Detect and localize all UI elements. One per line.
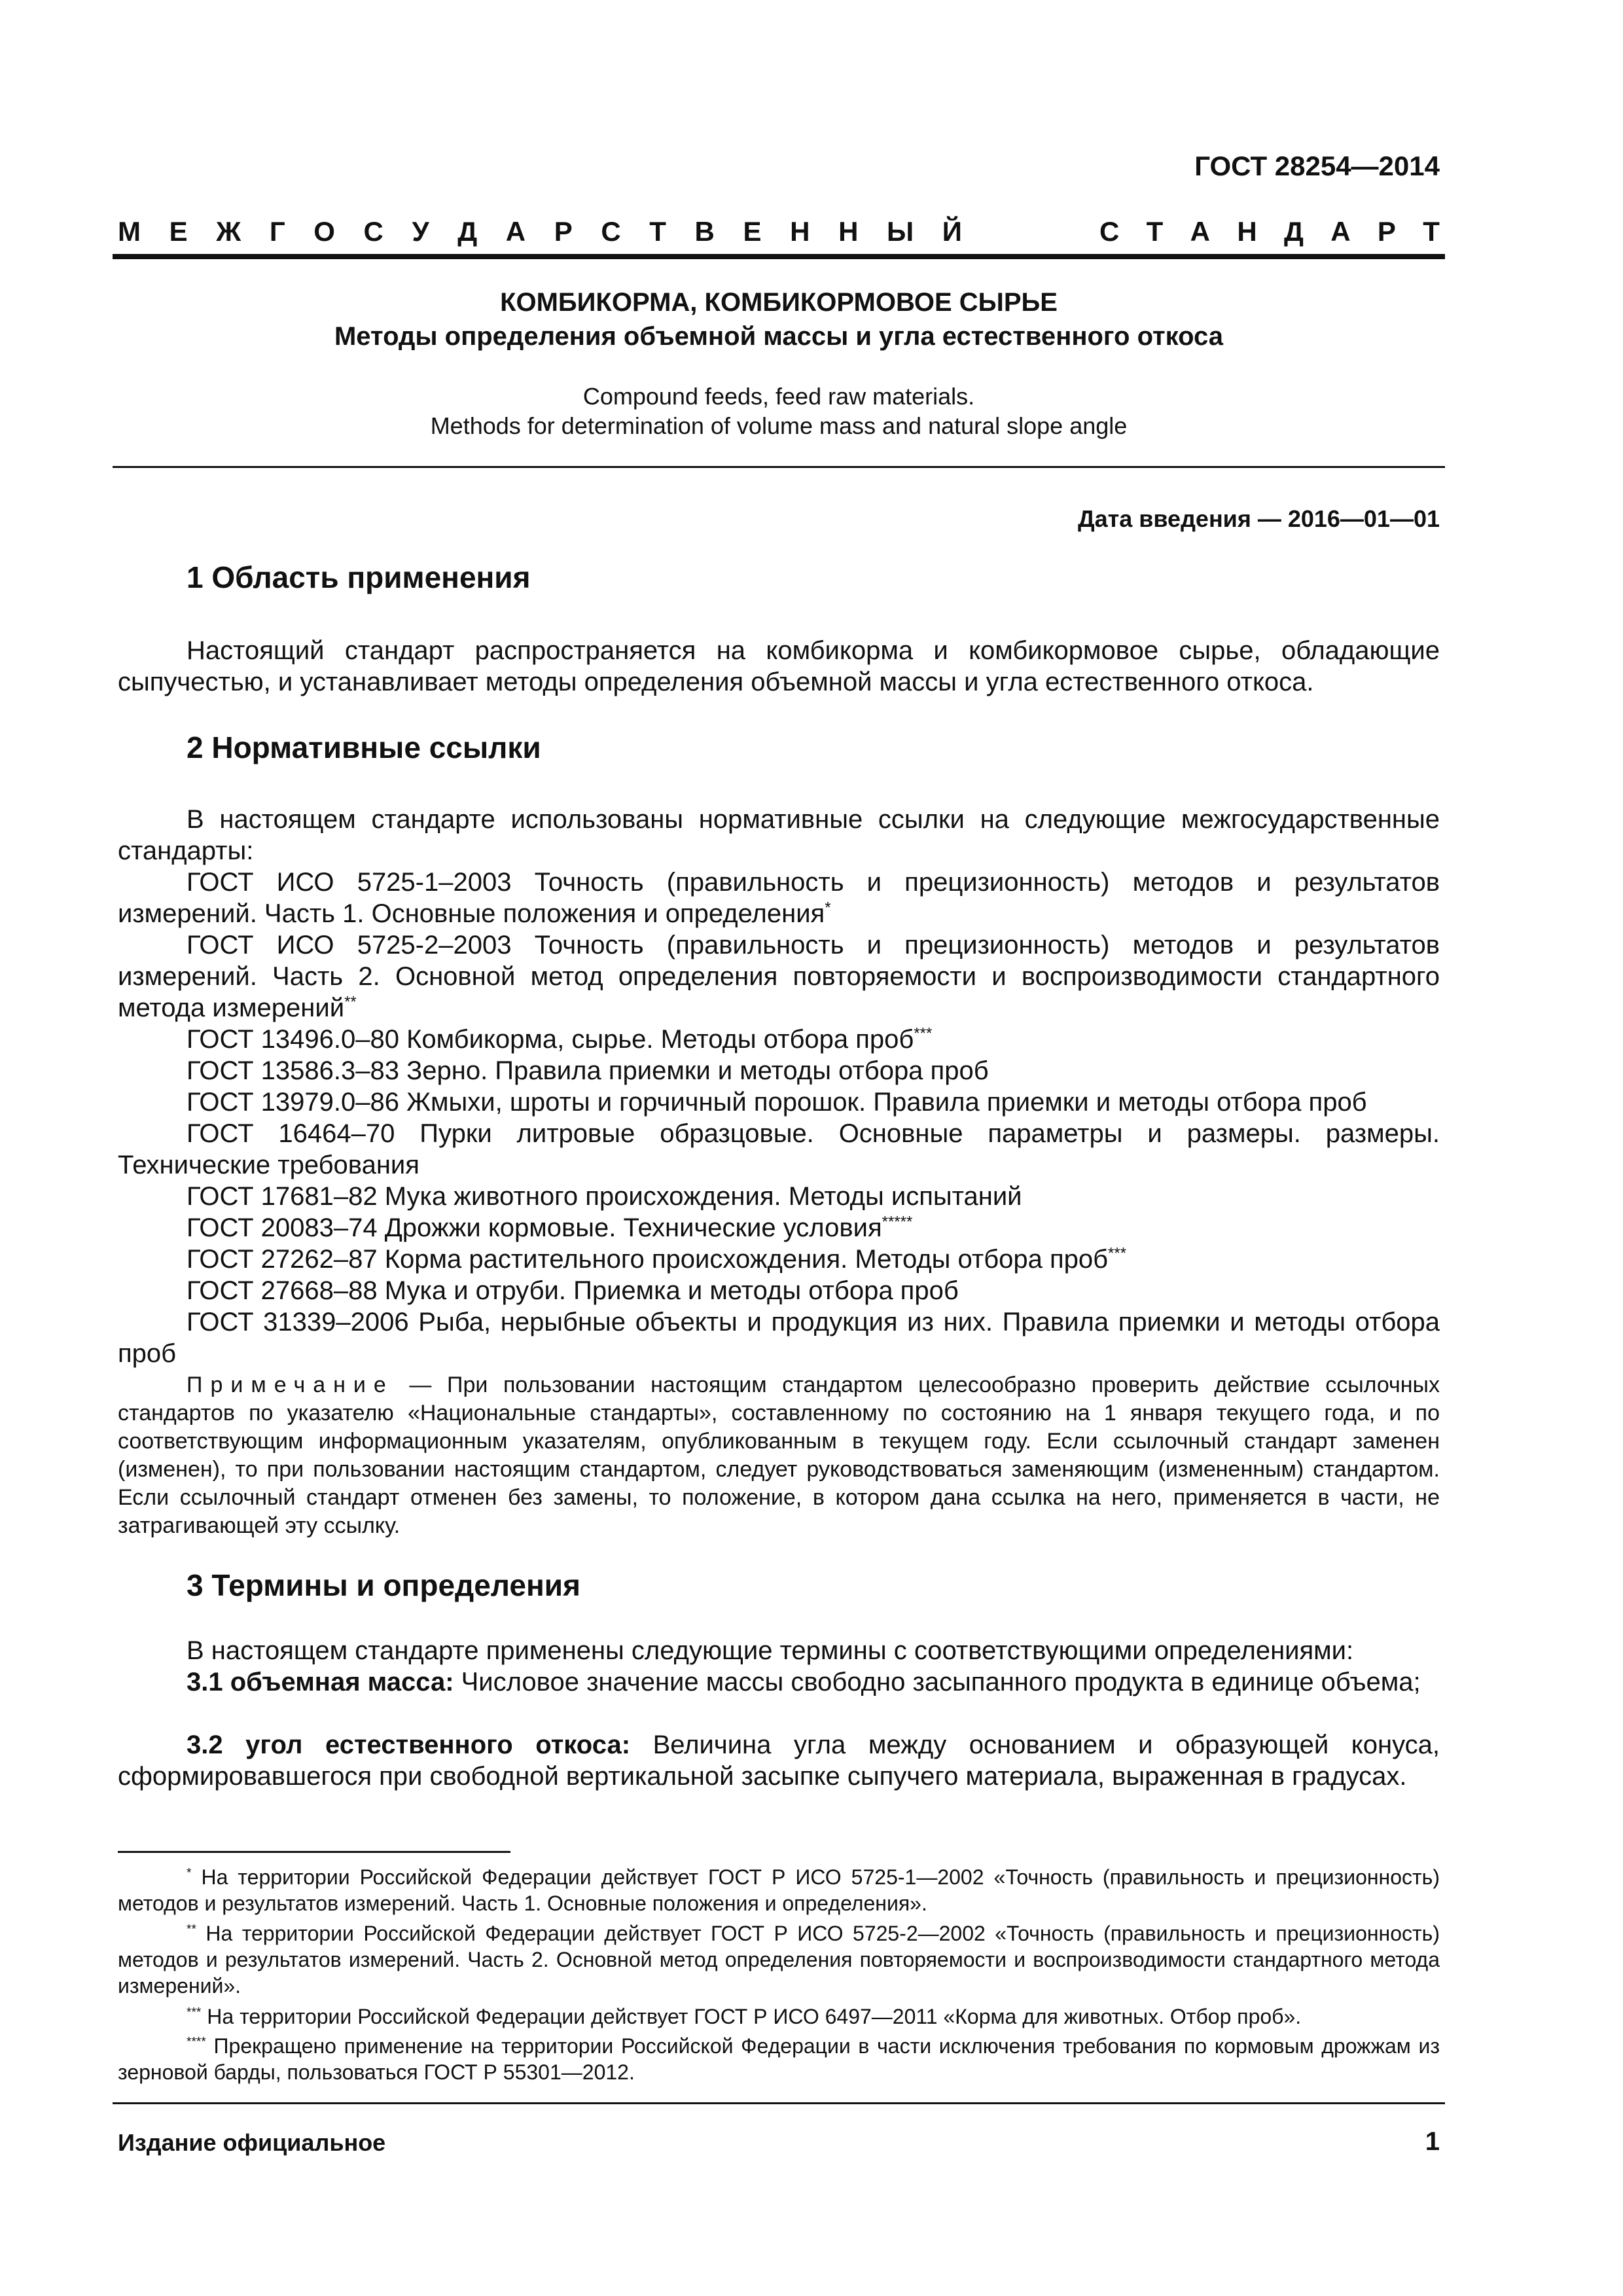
term-definition: 3.1 объемная масса: Числовое значение массы свободно засыпанного продукта в единице объема; xyxy=(187,1668,1421,1696)
interstate-word xyxy=(118,216,962,247)
reference-item: ГОСТ 13496.0–80 Комбикорма, сырье. Методы отбора проб*** xyxy=(187,1024,933,1054)
banner-letter: С xyxy=(601,216,621,247)
footer-rule xyxy=(113,2102,1445,2104)
banner-letter: С xyxy=(363,216,383,247)
footnote-separator xyxy=(118,1851,510,1853)
banner-letter: Е xyxy=(169,216,188,247)
section3-intro: В настоящем стандарте применены следующие термины с соответствующими определениями: xyxy=(187,1636,1354,1665)
footnote: *** На территории Российской Федерации действует ГОСТ Р ИСО 6497—2011 «Корма для животных. Отбор проб». xyxy=(187,2005,1302,2028)
banner-letter: А xyxy=(505,216,526,247)
banner-letter: Д xyxy=(1284,216,1304,247)
banner-letter: Т xyxy=(1423,216,1440,247)
banner-letter: А xyxy=(1190,216,1210,247)
standard-code: ГОСТ 28254—2014 xyxy=(1194,151,1440,181)
banner-letter: М xyxy=(118,216,141,247)
banner-letter: Н xyxy=(1237,216,1257,247)
banner-letter: Д xyxy=(457,216,478,247)
reference-item: ГОСТ 27668–88 Мука и отруби. Приемка и методы отбора проб xyxy=(187,1276,959,1305)
reference-item: ГОСТ 31339–2006 Рыба, нерыбные объекты и продукция из них. Правила приемки и методы отбора проб xyxy=(118,1308,1440,1368)
banner-letter: С xyxy=(1099,216,1120,247)
banner-letter: Р xyxy=(554,216,573,247)
banner-letter: Т xyxy=(649,216,666,247)
introduction-date: Дата введения — 2016—01—01 xyxy=(1077,505,1440,532)
section1-heading: 1 Область применения xyxy=(187,560,531,594)
reference-item: ГОСТ 27262–87 Корма растительного происхождения. Методы отбора проб*** xyxy=(187,1244,1127,1274)
interstate-standard-banner xyxy=(118,216,1440,247)
banner-letter: А xyxy=(1330,216,1351,247)
banner-letter: О xyxy=(313,216,335,247)
banner-letter: Й xyxy=(942,216,962,247)
header-rule xyxy=(113,254,1445,259)
title-rule xyxy=(113,466,1445,468)
term-definition: 3.2 угол естественного откоса: Величина угла между основанием и образующей конуса, сформировавшегося при свободной вертикальной засыпке сыпучего материала, выраженная в градусах. xyxy=(118,1731,1440,1791)
banner-letter: Р xyxy=(1377,216,1396,247)
banner-letter: У xyxy=(412,216,429,247)
section1-text: Настоящий стандарт распространяется на комбикорма и комбикормовое сырье, обладающие сыпучестью, и устанавливает методы определения объемной массы и угла естественного откоса. xyxy=(118,636,1440,696)
banner-letter: Н xyxy=(838,216,859,247)
section2-intro: В настоящем стандарте использованы нормативные ссылки на следующие межгосударственные стандарты: xyxy=(118,805,1440,865)
reference-item: ГОСТ ИСО 5725-1–2003 Точность (правильность и прецизионность) методов и результатов измерений. Часть 1. Основные положения и определения* xyxy=(118,868,1440,928)
section2-heading: 2 Нормативные ссылки xyxy=(187,730,541,764)
reference-item: ГОСТ 16464–70 Пурки литровые образцовые. Основные параметры и размеры. размеры. Технические требования xyxy=(118,1119,1440,1179)
banner-letter: Т xyxy=(1146,216,1164,247)
reference-item: ГОСТ 13586.3–83 Зерно. Правила приемки и методы отбора проб xyxy=(187,1056,989,1085)
edition-label: Издание официальное xyxy=(118,2129,386,2156)
reference-item: ГОСТ 13979.0–86 Жмыхи, шроты и горчичный порошок. Правила приемки и методы отбора проб xyxy=(187,1088,1367,1117)
banner-letter: Н xyxy=(790,216,810,247)
reference-item: ГОСТ 17681–82 Мука животного происхождения. Методы испытаний xyxy=(187,1182,1022,1211)
document-subtitle: Методы определения объемной массы и угла естественного откоса xyxy=(334,322,1223,351)
banner-letter: Г xyxy=(269,216,285,247)
section3-heading: 3 Термины и определения xyxy=(187,1568,580,1602)
footnote: **** Прекращено применение на территории Российской Федерации в части исключения требования по кормовым дрожжам из зерновой барды, пользоваться ГОСТ Р 55301—2012. xyxy=(118,2034,1440,2084)
section2-note: Примечание — При пользовании настоящим стандартом целесообразно проверить действие ссылочных стандартов по указателю «Национальные стандарты», составленному по состоянию на 1 января текущего года, и по соответствующим информационным указателям, опубликованным в текущем году. Если ссылочный стандарт заменен (изменен), то при пользовании настоящим стандартом, следует руководствоваться заменяющим (измененным) стандартом. Если ссылочный стандарт отменен без замены, то положение, в котором дана ссылка на него, применяется в части, не затрагивающей эту ссылку. xyxy=(118,1372,1440,1538)
footnote: ** На территории Российской Федерации действует ГОСТ Р ИСО 5725-2—2002 «Точность (правильность и прецизионность) методов и результатов измерений. Часть 2. Основной метод определения повторяемости и воспроизводимости стандартного метода измерений». xyxy=(118,1922,1440,1998)
document-title: КОМБИКОРМА, КОМБИКОРМОВОЕ СЫРЬЕ xyxy=(500,288,1058,317)
page-number: 1 xyxy=(1425,2127,1440,2156)
banner-letter: Ы xyxy=(887,216,914,247)
banner-letter: Е xyxy=(743,216,762,247)
banner-letter: В xyxy=(694,216,715,247)
english-title-line2: Methods for determination of volume mass and natural slope angle xyxy=(430,412,1128,439)
standard-word xyxy=(1099,216,1440,247)
footnote: * На территории Российской Федерации действует ГОСТ Р ИСО 5725-1—2002 «Точность (правильность и прецизионность) методов и результатов измерений. Часть 1. Основные положения и определения». xyxy=(118,1865,1440,1915)
reference-item: ГОСТ ИСО 5725-2–2003 Точность (правильность и прецизионность) методов и результатов измерений. Часть 2. Основной метод определения повторяемости и воспроизводимости стандартного метода измерений** xyxy=(118,931,1440,1022)
english-title-line1: Compound feeds, feed raw materials. xyxy=(582,383,975,410)
banner-letter: Ж xyxy=(216,216,241,247)
reference-item: ГОСТ 20083–74 Дрожжи кормовые. Технические условия***** xyxy=(187,1213,913,1242)
